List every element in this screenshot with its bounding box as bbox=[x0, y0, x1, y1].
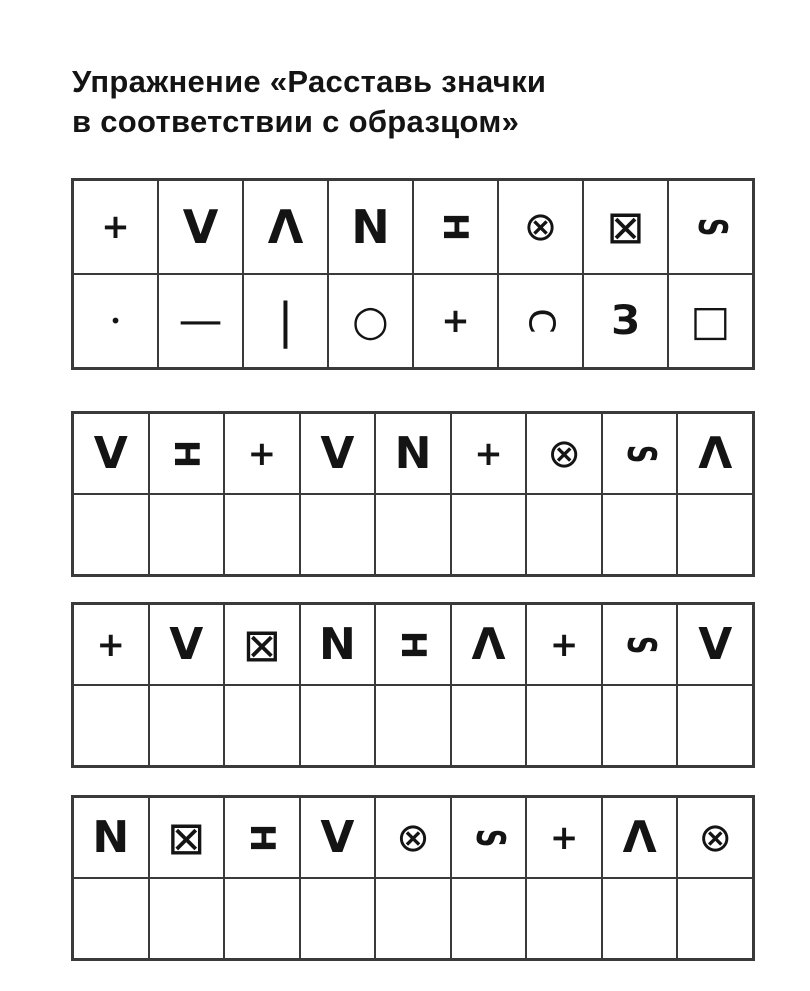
circle-symbol: ○ bbox=[352, 296, 389, 345]
circled-x-symbol: ⊗ bbox=[396, 814, 430, 861]
plus-symbol: + bbox=[549, 817, 579, 858]
up-caret-symbol: Λ bbox=[622, 811, 657, 863]
letter-n-symbol: N bbox=[319, 618, 356, 670]
i-beam-symbol: H bbox=[392, 630, 433, 659]
symbol-cell bbox=[498, 274, 583, 368]
title-line-2: в соответствии с образцом» bbox=[72, 104, 520, 139]
key-symbol-row bbox=[73, 180, 753, 274]
answer-cell[interactable] bbox=[73, 878, 149, 959]
key-code-row bbox=[73, 274, 753, 368]
symbol-cell bbox=[73, 274, 158, 368]
symbol-cell bbox=[149, 797, 225, 878]
task-table-3 bbox=[71, 795, 755, 961]
answer-cell[interactable] bbox=[375, 685, 451, 766]
symbol-cell bbox=[243, 274, 328, 368]
symbol-cell bbox=[149, 413, 225, 494]
symbol-cell bbox=[451, 797, 527, 878]
answer-cell[interactable] bbox=[451, 685, 527, 766]
task-2-symbol-row bbox=[73, 604, 753, 685]
i-beam-symbol: H bbox=[166, 439, 207, 468]
letter-n-symbol: N bbox=[394, 427, 432, 479]
task-1-answer-row bbox=[73, 494, 753, 575]
answer-cell[interactable] bbox=[149, 494, 225, 575]
letter-v-symbol: V bbox=[698, 618, 733, 670]
vertical-bar-symbol: | bbox=[277, 293, 294, 349]
circled-x-symbol: ⊗ bbox=[547, 430, 581, 477]
symbol-cell bbox=[300, 604, 376, 685]
answer-cell[interactable] bbox=[375, 494, 451, 575]
answer-cell[interactable] bbox=[677, 878, 753, 959]
symbol-cell bbox=[451, 413, 527, 494]
task-table-1 bbox=[71, 411, 755, 577]
symbol-cell bbox=[300, 797, 376, 878]
symbol-cell bbox=[300, 413, 376, 494]
answer-cell[interactable] bbox=[224, 878, 300, 959]
plus-symbol: + bbox=[101, 207, 130, 247]
symbol-cell bbox=[526, 604, 602, 685]
symbol-cell bbox=[375, 604, 451, 685]
plus-symbol: + bbox=[96, 624, 126, 665]
symbol-cell bbox=[73, 797, 149, 878]
up-caret-symbol: Λ bbox=[471, 618, 506, 670]
circled-x-symbol: ⊗ bbox=[698, 814, 732, 861]
letter-n-symbol: N bbox=[92, 811, 130, 863]
i-beam-symbol: H bbox=[435, 212, 476, 242]
plus-symbol: + bbox=[549, 624, 579, 665]
letter-v-symbol: V bbox=[169, 618, 204, 670]
symbol-cell bbox=[677, 413, 753, 494]
task-1-symbol-row bbox=[73, 413, 753, 494]
symbol-cell bbox=[413, 180, 498, 274]
symbol-cell bbox=[224, 413, 300, 494]
sideways-s-symbol: S bbox=[617, 444, 664, 463]
up-caret-symbol: Λ bbox=[698, 427, 733, 479]
open-arc-symbol: C bbox=[520, 308, 562, 334]
i-beam-symbol: H bbox=[241, 823, 282, 852]
task-table-2 bbox=[71, 602, 755, 768]
task-3-answer-row bbox=[73, 878, 753, 959]
boxed-x-symbol: ⊠ bbox=[167, 810, 206, 865]
answer-cell[interactable] bbox=[526, 685, 602, 766]
symbol-cell bbox=[668, 274, 753, 368]
answer-cell[interactable] bbox=[73, 494, 149, 575]
answer-cell[interactable] bbox=[602, 878, 678, 959]
letter-v-symbol: V bbox=[182, 200, 219, 254]
page-title bbox=[72, 62, 732, 142]
letter-v-symbol: V bbox=[320, 811, 355, 863]
answer-cell[interactable] bbox=[300, 878, 376, 959]
symbol-cell bbox=[149, 604, 225, 685]
symbol-cell bbox=[73, 604, 149, 685]
symbol-cell bbox=[224, 604, 300, 685]
symbol-cell bbox=[328, 274, 413, 368]
answer-cell[interactable] bbox=[149, 878, 225, 959]
ze-symbol: З bbox=[611, 298, 640, 344]
symbol-cell bbox=[328, 180, 413, 274]
letter-v-symbol: V bbox=[93, 427, 128, 479]
symbol-cell bbox=[375, 797, 451, 878]
symbol-cell bbox=[375, 413, 451, 494]
dash-symbol: — bbox=[178, 295, 223, 346]
letter-n-symbol: N bbox=[351, 200, 390, 254]
symbol-cell bbox=[602, 797, 678, 878]
answer-cell[interactable] bbox=[224, 685, 300, 766]
answer-cell[interactable] bbox=[602, 494, 678, 575]
plus-symbol: + bbox=[441, 301, 470, 341]
symbol-cell bbox=[668, 180, 753, 274]
symbol-cell bbox=[224, 797, 300, 878]
sample-key-table bbox=[71, 178, 755, 370]
sideways-s-symbol: S bbox=[617, 635, 664, 654]
symbol-cell bbox=[602, 604, 678, 685]
sideways-s-symbol: S bbox=[466, 828, 512, 847]
task-3-symbol-row bbox=[73, 797, 753, 878]
symbol-cell bbox=[158, 180, 243, 274]
answer-cell[interactable] bbox=[526, 878, 602, 959]
symbol-cell bbox=[526, 797, 602, 878]
title-line-1: Упражнение «Расставь значки bbox=[72, 64, 547, 99]
answer-cell[interactable] bbox=[73, 685, 149, 766]
task-2-answer-row bbox=[73, 685, 753, 766]
answer-cell[interactable] bbox=[602, 685, 678, 766]
square-symbol: □ bbox=[690, 296, 731, 345]
symbol-cell bbox=[677, 797, 753, 878]
up-caret-symbol: Λ bbox=[267, 200, 304, 254]
symbol-cell bbox=[583, 180, 668, 274]
symbol-cell bbox=[602, 413, 678, 494]
boxed-x-symbol: ⊠ bbox=[242, 617, 282, 672]
plus-symbol: + bbox=[474, 433, 503, 474]
answer-cell[interactable] bbox=[451, 878, 527, 959]
circled-x-symbol: ⊗ bbox=[523, 204, 558, 250]
symbol-cell bbox=[243, 180, 328, 274]
answer-cell[interactable] bbox=[451, 494, 527, 575]
symbol-cell bbox=[73, 413, 149, 494]
answer-cell[interactable] bbox=[300, 685, 376, 766]
answer-cell[interactable] bbox=[375, 878, 451, 959]
symbol-cell bbox=[73, 180, 158, 274]
answer-cell[interactable] bbox=[224, 494, 300, 575]
letter-v-symbol: V bbox=[320, 427, 355, 479]
symbol-cell bbox=[677, 604, 753, 685]
answer-cell[interactable] bbox=[300, 494, 376, 575]
symbol-cell bbox=[158, 274, 243, 368]
plus-symbol: + bbox=[247, 433, 277, 474]
answer-cell[interactable] bbox=[526, 494, 602, 575]
symbol-cell bbox=[583, 274, 668, 368]
answer-cell[interactable] bbox=[677, 685, 753, 766]
answer-cell[interactable] bbox=[149, 685, 225, 766]
symbol-cell bbox=[451, 604, 527, 685]
dot-symbol: • bbox=[109, 309, 122, 333]
symbol-cell bbox=[498, 180, 583, 274]
symbol-cell bbox=[526, 413, 602, 494]
answer-cell[interactable] bbox=[677, 494, 753, 575]
boxed-x-symbol: ⊠ bbox=[606, 200, 645, 254]
sideways-s-symbol: S bbox=[688, 217, 734, 237]
symbol-cell bbox=[413, 274, 498, 368]
